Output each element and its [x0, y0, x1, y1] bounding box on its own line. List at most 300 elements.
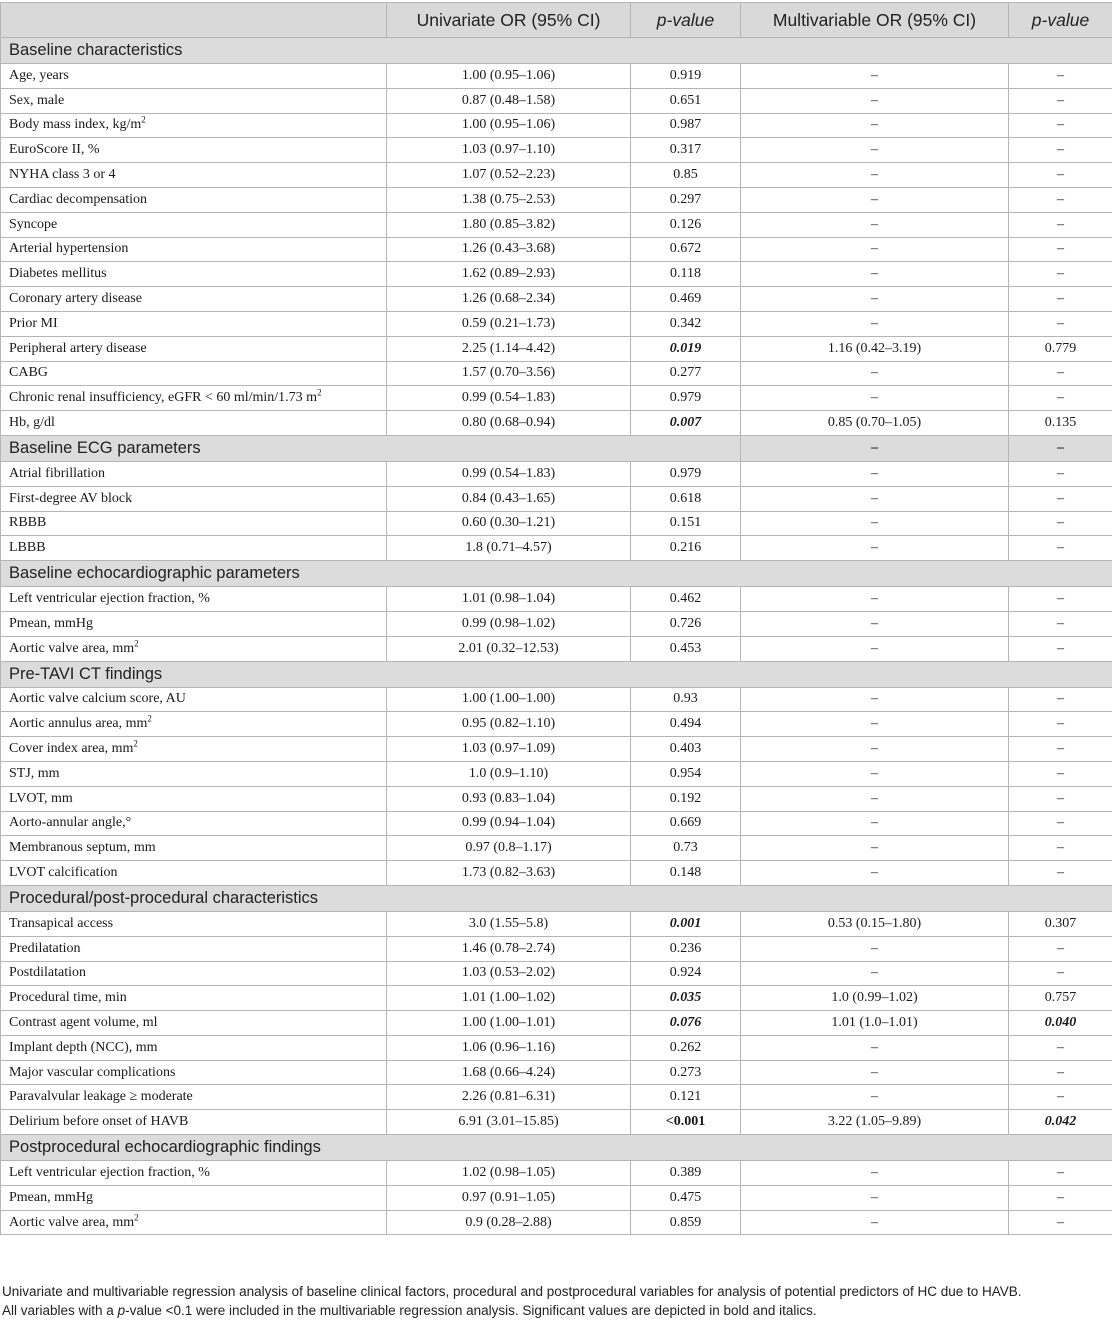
univariate-or-cell: 1.80 (0.85–3.82) [387, 212, 631, 237]
univariate-or-cell: 1.26 (0.68–2.34) [387, 287, 631, 312]
multivariable-or-cell: – [741, 636, 1009, 661]
variable-label: First-degree AV block [9, 490, 133, 506]
variable-cell [1, 1210, 387, 1235]
univariate-p-value-cell: 0.469 [631, 287, 741, 312]
header-p-value-multivariable [1009, 3, 1112, 38]
univariate-or-cell: 0.99 (0.94–1.04) [387, 811, 631, 836]
multivariable-p-value-cell: – [1009, 936, 1112, 961]
variable-label: Contrast agent volume, ml [9, 1014, 158, 1030]
multivariable-or-cell: – [741, 1060, 1009, 1085]
multivariable-p-value-cell: – [1009, 237, 1112, 262]
univariate-p-value-cell: 0.317 [631, 138, 741, 163]
univariate-or-cell: 1.46 (0.78–2.74) [387, 936, 631, 961]
variable-cell [1, 88, 387, 113]
footnote-line-2 [2, 1301, 1110, 1320]
univariate-or-cell: 0.80 (0.68–0.94) [387, 411, 631, 436]
univariate-p-value-cell: 0.669 [631, 811, 741, 836]
table-row [1, 1210, 1112, 1235]
variable-label: Cardiac decompensation [9, 191, 148, 207]
variable-label: Membranous septum, mm [9, 840, 156, 856]
table-row [1, 836, 1112, 861]
multivariable-or-cell: – [741, 961, 1009, 986]
section-title: Pre-TAVI CT findings [1, 661, 1112, 687]
table-row [1, 1035, 1112, 1060]
univariate-p-value-cell: 0.121 [631, 1085, 741, 1110]
table-row [1, 611, 1112, 636]
variable-cell [1, 138, 387, 163]
table-row [1, 187, 1112, 212]
univariate-p-value-cell: 0.494 [631, 712, 741, 737]
multivariable-or-cell: – [741, 1035, 1009, 1060]
multivariable-or-cell: – [741, 861, 1009, 886]
multivariable-or-cell: – [741, 587, 1009, 612]
univariate-or-cell: 1.07 (0.52–2.23) [387, 163, 631, 188]
univariate-p-value-cell: 0.076 [631, 1011, 741, 1036]
multivariable-p-value-cell: – [1009, 212, 1112, 237]
univariate-or-cell: 6.91 (3.01–15.85) [387, 1110, 631, 1135]
multivariable-or-cell: – [741, 936, 1009, 961]
table-row [1, 961, 1112, 986]
footnote-line-2-pre: All variables with a [2, 1303, 118, 1318]
variable-cell [1, 1185, 387, 1210]
multivariable-or-cell: – [741, 1085, 1009, 1110]
variable-cell [1, 712, 387, 737]
table-row [1, 138, 1112, 163]
table-row [1, 212, 1112, 237]
multivariable-p-value-cell: 0.042 [1009, 1110, 1112, 1135]
univariate-or-cell: 0.93 (0.83–1.04) [387, 786, 631, 811]
variable-cell [1, 961, 387, 986]
univariate-p-value-cell: 0.192 [631, 786, 741, 811]
table-row [1, 761, 1112, 786]
multivariable-or-cell: – [741, 611, 1009, 636]
multivariable-p-value-cell: – [1009, 961, 1112, 986]
univariate-or-cell: 0.97 (0.91–1.05) [387, 1185, 631, 1210]
variable-cell [1, 361, 387, 386]
multivariable-p-value-cell: – [1009, 786, 1112, 811]
univariate-p-value-cell: 0.035 [631, 986, 741, 1011]
variable-label: Atrial fibrillation [9, 465, 106, 481]
variable-cell [1, 587, 387, 612]
multivariable-p-value-cell: – [1009, 761, 1112, 786]
multivariable-p-value-cell: – [1009, 138, 1112, 163]
table-row [1, 1011, 1112, 1036]
variable-label: Major vascular complications [9, 1064, 176, 1080]
univariate-p-value-cell: 0.216 [631, 536, 741, 561]
variable-label: Aortic valve area, mm [9, 640, 135, 656]
multivariable-or-cell: – [741, 536, 1009, 561]
univariate-p-value-cell: 0.475 [631, 1185, 741, 1210]
footnote-line-1: Univariate and multivariable regression analysis of baseline clinical factors, procedural and postprocedural variables for analysis of potential predictors of HC due to HAVB. [2, 1284, 1022, 1299]
variable-label: Aortic valve area, mm [9, 1214, 135, 1230]
variable-label: Predilatation [9, 940, 81, 956]
unit-superscript: 2 [134, 637, 139, 648]
variable-label: EuroScore II, % [9, 142, 100, 158]
variable-label: Age, years [9, 67, 69, 83]
multivariable-p-value-cell: – [1009, 511, 1112, 536]
variable-label: Body mass index, kg/m [9, 117, 142, 133]
multivariable-p-value-cell: – [1009, 587, 1112, 612]
variable-cell [1, 1085, 387, 1110]
multivariable-p-value-cell: – [1009, 737, 1112, 762]
univariate-or-cell: 1.03 (0.53–2.02) [387, 961, 631, 986]
variable-label: LVOT, mm [9, 790, 73, 806]
multivariable-or-cell: – [741, 187, 1009, 212]
multivariable-p-value-cell: – [1009, 287, 1112, 312]
multivariable-or-cell: – [741, 212, 1009, 237]
multivariable-or-cell: – [741, 1161, 1009, 1186]
multivariable-p-value-cell: – [1009, 163, 1112, 188]
univariate-or-cell: 0.95 (0.82–1.10) [387, 712, 631, 737]
table-row [1, 262, 1112, 287]
univariate-or-cell: 2.25 (1.14–4.42) [387, 336, 631, 361]
variable-cell [1, 1060, 387, 1085]
variable-label: Left ventricular ejection fraction, % [9, 591, 210, 607]
variable-label: Hb, g/dl [9, 415, 55, 431]
univariate-p-value-cell: 0.93 [631, 687, 741, 712]
variable-cell [1, 287, 387, 312]
footnote-line-2-italic: p [117, 1303, 126, 1318]
multivariable-or-cell: – [741, 262, 1009, 287]
variable-label: Pmean, mmHg [9, 615, 93, 631]
variable-label: STJ, mm [9, 765, 60, 781]
multivariable-or-cell: – [741, 163, 1009, 188]
variable-label: Chronic renal insufficiency, eGFR < 60 ml/min/1.73 m [9, 390, 318, 406]
variable-cell [1, 1011, 387, 1036]
variable-cell [1, 486, 387, 511]
multivariable-or-cell: – [741, 811, 1009, 836]
variable-label: Postdilatation [9, 965, 86, 981]
univariate-or-cell: 1.03 (0.97–1.09) [387, 737, 631, 762]
multivariable-p-value-cell: 0.135 [1009, 411, 1112, 436]
table-body [1, 38, 1112, 1235]
multivariable-p-value-cell: – [1009, 1060, 1112, 1085]
variable-label: LVOT calcification [9, 865, 118, 880]
table-row [1, 411, 1112, 436]
table-row [1, 811, 1112, 836]
table-row [1, 64, 1112, 89]
univariate-p-value-cell: 0.019 [631, 336, 741, 361]
multivariable-p-value-cell: – [1009, 361, 1112, 386]
univariate-or-cell: 2.01 (0.32–12.53) [387, 636, 631, 661]
table-row [1, 687, 1112, 712]
univariate-p-value-cell: 0.73 [631, 836, 741, 861]
multivariable-p-value-cell: – [1009, 836, 1112, 861]
variable-cell [1, 737, 387, 762]
variable-cell [1, 262, 387, 287]
univariate-or-cell: 1.26 (0.43–3.68) [387, 237, 631, 262]
section-p-value-dash: – [1009, 435, 1112, 461]
multivariable-p-value-cell: – [1009, 861, 1112, 886]
multivariable-or-cell: – [741, 311, 1009, 336]
table-row [1, 1185, 1112, 1210]
univariate-or-cell: 1.00 (1.00–1.00) [387, 687, 631, 712]
variable-label: LBBB [9, 540, 46, 556]
multivariable-p-value-cell: – [1009, 1161, 1112, 1186]
section-title: Baseline echocardiographic parameters [1, 561, 1112, 587]
unit-superscript: 2 [317, 387, 322, 398]
multivariable-or-cell: – [741, 687, 1009, 712]
univariate-p-value-cell: 0.403 [631, 737, 741, 762]
multivariable-p-value-cell: – [1009, 1085, 1112, 1110]
univariate-p-value-cell: 0.262 [631, 1035, 741, 1060]
variable-label: Cover index area, mm [9, 741, 134, 757]
variable-label: Diabetes mellitus [9, 266, 107, 282]
section-row [1, 38, 1112, 64]
multivariable-or-cell: 0.85 (0.70–1.05) [741, 411, 1009, 436]
multivariable-or-cell: – [741, 486, 1009, 511]
variable-cell [1, 611, 387, 636]
univariate-or-cell: 1.06 (0.96–1.16) [387, 1035, 631, 1060]
univariate-or-cell: 0.9 (0.28–2.88) [387, 1210, 631, 1235]
univariate-p-value-cell: 0.726 [631, 611, 741, 636]
variable-cell [1, 411, 387, 436]
multivariable-or-cell: – [741, 386, 1009, 411]
multivariable-p-value-cell: – [1009, 687, 1112, 712]
univariate-p-value-cell: 0.618 [631, 486, 741, 511]
variable-cell [1, 163, 387, 188]
section-row [1, 435, 1112, 461]
multivariable-p-value-cell: – [1009, 88, 1112, 113]
univariate-or-cell: 0.99 (0.54–1.83) [387, 461, 631, 486]
section-title: Baseline ECG parameters [1, 435, 741, 461]
variable-cell [1, 811, 387, 836]
table-row [1, 712, 1112, 737]
section-row [1, 1135, 1112, 1161]
univariate-or-cell: 1.68 (0.66–4.24) [387, 1060, 631, 1085]
univariate-p-value-cell: 0.007 [631, 411, 741, 436]
variable-cell [1, 687, 387, 712]
variable-label: CABG [9, 365, 48, 381]
table-row [1, 936, 1112, 961]
variable-label: Aortic valve calcium score, AU [9, 691, 186, 707]
univariate-or-cell: 1.38 (0.75–2.53) [387, 187, 631, 212]
univariate-p-value-cell: 0.859 [631, 1210, 741, 1235]
univariate-p-value-cell: 0.389 [631, 1161, 741, 1186]
multivariable-p-value-cell: – [1009, 811, 1112, 836]
univariate-p-value-cell: 0.342 [631, 311, 741, 336]
multivariable-p-value-cell: 0.040 [1009, 1011, 1112, 1036]
univariate-or-cell: 0.99 (0.54–1.83) [387, 386, 631, 411]
multivariable-p-value-cell: – [1009, 187, 1112, 212]
variable-cell [1, 636, 387, 661]
variable-cell [1, 761, 387, 786]
multivariable-or-cell: – [741, 237, 1009, 262]
univariate-p-value-cell: <0.001 [631, 1110, 741, 1135]
table-footnote [2, 1282, 1110, 1320]
table-row [1, 511, 1112, 536]
unit-superscript: 2 [133, 738, 138, 749]
multivariable-p-value-cell: – [1009, 611, 1112, 636]
univariate-p-value-cell: 0.236 [631, 936, 741, 961]
multivariable-or-cell: 1.16 (0.42–3.19) [741, 336, 1009, 361]
unit-superscript: 2 [147, 713, 152, 724]
univariate-p-value-cell: 0.151 [631, 511, 741, 536]
header-p-value-multivariable-text: p-value [1031, 9, 1090, 30]
section-title: Procedural/post-procedural characteristics [1, 885, 1112, 911]
multivariable-p-value-cell: – [1009, 536, 1112, 561]
univariate-or-cell: 1.00 (0.95–1.06) [387, 113, 631, 138]
univariate-or-cell: 1.03 (0.97–1.10) [387, 138, 631, 163]
multivariable-p-value-cell: – [1009, 113, 1112, 138]
section-row [1, 661, 1112, 687]
table-row [1, 311, 1112, 336]
variable-cell [1, 64, 387, 89]
table-row [1, 361, 1112, 386]
multivariable-p-value-cell: – [1009, 461, 1112, 486]
multivariable-p-value-cell: – [1009, 64, 1112, 89]
table-row [1, 737, 1112, 762]
table-row [1, 336, 1112, 361]
univariate-p-value-cell: 0.987 [631, 113, 741, 138]
univariate-p-value-cell: 0.462 [631, 587, 741, 612]
multivariable-p-value-cell: 0.307 [1009, 911, 1112, 936]
univariate-p-value-cell: 0.979 [631, 386, 741, 411]
regression-table [0, 2, 1112, 1235]
univariate-or-cell: 1.01 (0.98–1.04) [387, 587, 631, 612]
multivariable-or-cell: 1.01 (1.0–1.01) [741, 1011, 1009, 1036]
multivariable-p-value-cell: – [1009, 311, 1112, 336]
univariate-p-value-cell: 0.954 [631, 761, 741, 786]
table-row [1, 986, 1112, 1011]
header-row [1, 3, 1112, 38]
table-row [1, 113, 1112, 138]
table-row [1, 1085, 1112, 1110]
univariate-or-cell: 1.57 (0.70–3.56) [387, 361, 631, 386]
footnote-line-2-post: -value <0.1 were included in the multivariable regression analysis. Significant values are depicted in bold and italics. [125, 1303, 817, 1318]
multivariable-or-cell: 3.22 (1.05–9.89) [741, 1110, 1009, 1135]
variable-cell [1, 986, 387, 1011]
variable-label: Aortic annulus area, mm [9, 716, 148, 732]
multivariable-or-cell: 0.53 (0.15–1.80) [741, 911, 1009, 936]
variable-label: NYHA class 3 or 4 [9, 167, 116, 183]
multivariable-p-value-cell: – [1009, 636, 1112, 661]
univariate-or-cell: 1.8 (0.71–4.57) [387, 536, 631, 561]
multivariable-or-cell: – [741, 64, 1009, 89]
header-p-value-univariate [631, 3, 741, 38]
table-row [1, 861, 1112, 886]
univariate-p-value-cell: 0.979 [631, 461, 741, 486]
multivariable-or-cell: – [741, 761, 1009, 786]
multivariable-p-value-cell: – [1009, 1210, 1112, 1235]
section-row [1, 561, 1112, 587]
table-row [1, 911, 1112, 936]
section-multivariable-dash: – [741, 435, 1009, 461]
multivariable-or-cell: – [741, 1210, 1009, 1235]
section-row [1, 885, 1112, 911]
variable-cell [1, 212, 387, 237]
multivariable-or-cell: – [741, 786, 1009, 811]
multivariable-p-value-cell: – [1009, 712, 1112, 737]
variable-cell [1, 836, 387, 861]
univariate-p-value-cell: 0.277 [631, 361, 741, 386]
table-row [1, 287, 1112, 312]
variable-label: Sex, male [9, 92, 65, 108]
variable-label: Implant depth (NCC), mm [9, 1039, 158, 1055]
univariate-or-cell: 1.73 (0.82–3.63) [387, 861, 631, 886]
table-row [1, 163, 1112, 188]
multivariable-or-cell: – [741, 138, 1009, 163]
univariate-p-value-cell: 0.148 [631, 861, 741, 886]
multivariable-or-cell: – [741, 113, 1009, 138]
multivariable-or-cell: – [741, 461, 1009, 486]
multivariable-p-value-cell: 0.757 [1009, 986, 1112, 1011]
variable-label: Procedural time, min [9, 990, 127, 1006]
header-variable [1, 3, 387, 38]
header-multivariable-or: Multivariable OR (95% CI) [741, 3, 1009, 38]
variable-cell [1, 511, 387, 536]
multivariable-p-value-cell: 0.779 [1009, 336, 1112, 361]
variable-cell [1, 911, 387, 936]
multivariable-or-cell: – [741, 287, 1009, 312]
univariate-p-value-cell: 0.672 [631, 237, 741, 262]
univariate-or-cell: 1.0 (0.9–1.10) [387, 761, 631, 786]
variable-cell [1, 311, 387, 336]
multivariable-or-cell: – [741, 511, 1009, 536]
variable-cell [1, 1110, 387, 1135]
section-title: Baseline characteristics [1, 38, 1112, 64]
variable-label: Delirium before onset of HAVB [9, 1114, 189, 1130]
table-row [1, 1110, 1112, 1135]
univariate-or-cell: 0.87 (0.48–1.58) [387, 88, 631, 113]
table-row [1, 237, 1112, 262]
variable-cell [1, 386, 387, 411]
univariate-p-value-cell: 0.651 [631, 88, 741, 113]
multivariable-p-value-cell: – [1009, 262, 1112, 287]
header-univariate-or: Univariate OR (95% CI) [387, 3, 631, 38]
multivariable-or-cell: – [741, 1185, 1009, 1210]
univariate-or-cell: 0.97 (0.8–1.17) [387, 836, 631, 861]
univariate-p-value-cell: 0.126 [631, 212, 741, 237]
variable-cell [1, 936, 387, 961]
variable-cell [1, 461, 387, 486]
table-row [1, 386, 1112, 411]
univariate-or-cell: 0.84 (0.43–1.65) [387, 486, 631, 511]
univariate-or-cell: 1.62 (0.89–2.93) [387, 262, 631, 287]
variable-cell [1, 1161, 387, 1186]
univariate-p-value-cell: 0.85 [631, 163, 741, 188]
multivariable-p-value-cell: – [1009, 1185, 1112, 1210]
multivariable-or-cell: – [741, 836, 1009, 861]
variable-label: Coronary artery disease [9, 291, 142, 307]
univariate-p-value-cell: 0.001 [631, 911, 741, 936]
variable-cell [1, 187, 387, 212]
variable-cell [1, 1035, 387, 1060]
univariate-or-cell: 0.99 (0.98–1.02) [387, 611, 631, 636]
section-title: Postprocedural echocardiographic findings [1, 1135, 1112, 1161]
univariate-p-value-cell: 0.297 [631, 187, 741, 212]
variable-label: Peripheral artery disease [9, 340, 147, 356]
univariate-or-cell: 2.26 (0.81–6.31) [387, 1085, 631, 1110]
table-row [1, 536, 1112, 561]
variable-label: Aorto-annular angle,° [9, 815, 132, 831]
univariate-or-cell: 1.00 (1.00–1.01) [387, 1011, 631, 1036]
multivariable-p-value-cell: – [1009, 1035, 1112, 1060]
variable-cell [1, 861, 387, 886]
univariate-or-cell: 1.01 (1.00–1.02) [387, 986, 631, 1011]
variable-cell [1, 237, 387, 262]
univariate-or-cell: 0.59 (0.21–1.73) [387, 311, 631, 336]
univariate-or-cell: 1.02 (0.98–1.05) [387, 1161, 631, 1186]
variable-label: RBBB [9, 515, 47, 531]
univariate-p-value-cell: 0.273 [631, 1060, 741, 1085]
univariate-or-cell: 1.00 (0.95–1.06) [387, 64, 631, 89]
univariate-or-cell: 0.60 (0.30–1.21) [387, 511, 631, 536]
variable-label: Paravalvular leakage ≥ moderate [9, 1089, 193, 1105]
univariate-p-value-cell: 0.453 [631, 636, 741, 661]
variable-label: Left ventricular ejection fraction, % [9, 1164, 210, 1180]
multivariable-or-cell: – [741, 737, 1009, 762]
